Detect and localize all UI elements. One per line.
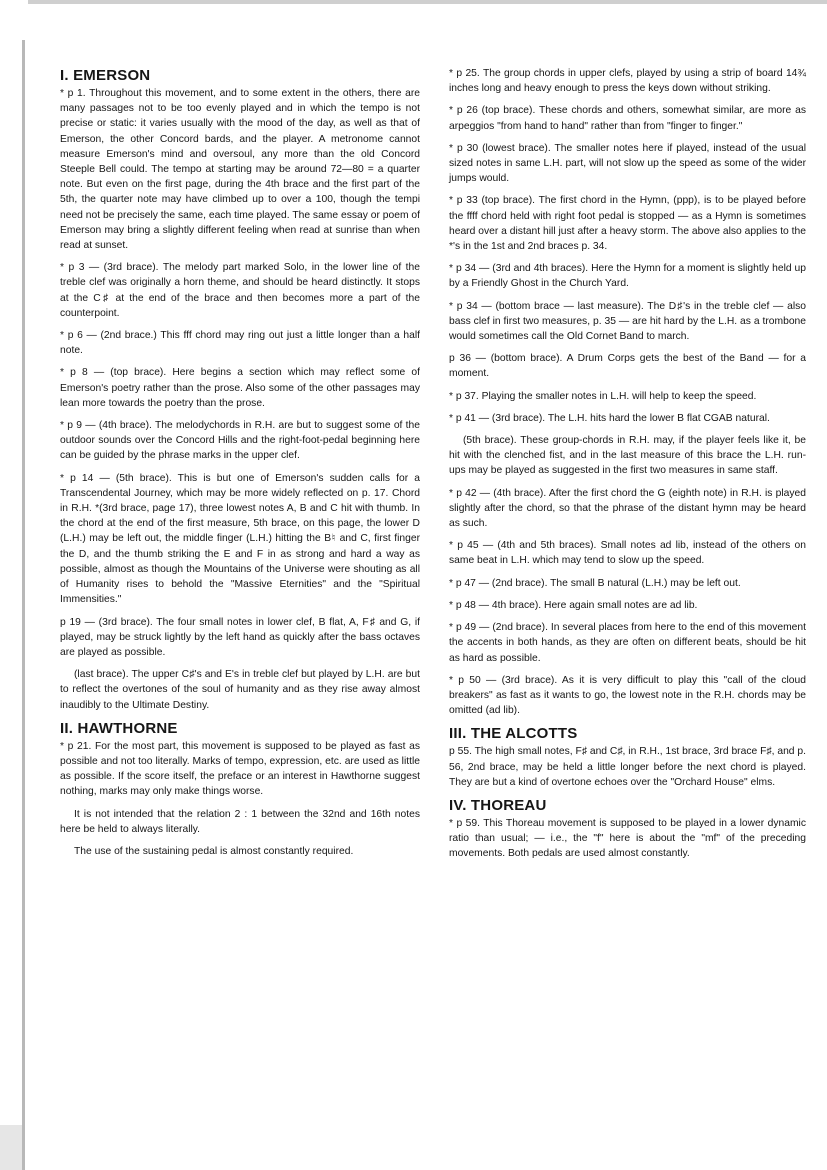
paragraph: * p 26 (top brace). These chords and others, somewhat similar, are more as arpeggios "from hand to hand" rather than from "finger to finger." — [449, 105, 806, 132]
paragraph: The use of the sustaining pedal is almost constantly required. — [74, 845, 354, 857]
paragraph: * p 14 — (5th brace). This is but one of Emerson's sudden calls for a Transcendental Journey, which may be more widely reflected on p. 17. Chord in R.H. *(3rd brace, page 17), three lowest notes A, B and C hit with thumb. In the chord at the end of the first measure, 5th brace, on this page, the lower D (L.H.) may be left out, the middle finger (L.H.) hitting the B♮ and C, first finger the D, and the thumb striking the E and F in as strong and hard a way as possible, almost as though the Mountains of the Universe were shouting as all of Humanity rises to behold the "Massive Eternities" and the "Spiritual Immensities." — [60, 472, 420, 606]
paragraph: * p 59. This Thoreau movement is supposed to be played in a lower dynamic ratio than usual; — i.e., the "f" here is about the "mf" of the preceding movements. Both pedals are used almost constantly. — [449, 817, 806, 860]
paragraph: * p 37. Playing the smaller notes in L.H. will help to keep the speed. — [449, 390, 757, 402]
paragraph: * p 45 — (4th and 5th braces). Small notes ad lib, instead of the others on same beat in L.H. which may tend to slow up the speed. — [449, 540, 806, 567]
page-edge — [28, 0, 827, 4]
paragraph: * p 8 — (top brace). Here begins a section which may reflect some of Emerson's poetry rather than the prose. Also some of the other passages may lean more towards the poetry than the prose. — [60, 367, 420, 409]
paragraph: * p 9 — (4th brace). The melodychords in R.H. are but to suggest some of the outdoor sounds over the Concord Hills and the right-foot-pedal beginning here can be guided by the phrase marks in the upper clef. — [60, 420, 420, 462]
paragraph: * p 21. For the most part, this movement is supposed to be played as fast as possible and not too literally. Marks of tempo, expression, etc. are used as little as possible. If the score itself, the preface or an interest in Hawthorne suggest nothing, marks may only make things worse. — [60, 740, 420, 798]
paragraph: * p 6 — (2nd brace.) This fff chord may ring out just a little longer than a half note. — [60, 330, 420, 357]
section-heading: III. THE ALCOTTS — [449, 725, 578, 743]
paragraph: (last brace). The upper C♯'s and E's in treble clef but played by L.H. are but to reflect the overtones of the soul of humanity and as they rise away almost inaudibly to the Ultimate Destiny. — [60, 669, 420, 711]
paragraph: (5th brace). These group-chords in R.H. may, if the player feels like it, be hit with the clenched fist, and in the last measure of this brace the L.H. run-ups may be played as suggested in the first two measures in same staff. — [449, 435, 806, 477]
paragraph: * p 47 — (2nd brace). The small B natural (L.H.) may be left out. — [449, 577, 741, 589]
paragraph: * p 34 — (3rd and 4th braces). Here the Hymn for a moment is slightly held up by a Friendly Ghost in the Church Yard. — [449, 263, 806, 290]
paragraph: * p 33 (top brace). The first chord in the Hymn, (ppp), is to be played before the ffff chord held with right foot pedal is stopped — as a Hymn is sometimes heard over a distant hill just after a heavy storm. The above also applies to the *'s in the 1st and 2nd braces p. 34. — [449, 195, 806, 253]
paragraph: p 19 — (3rd brace). The four small notes in lower clef, B flat, A, F♯ and G, if played, may be struck lightly by the left hand as quickly after the bass octaves are played as possible. — [60, 616, 420, 658]
right-column — [449, 66, 806, 869]
section-heading: I. EMERSON — [60, 67, 151, 84]
paragraph: * p 25. The group chords in upper clefs, played by using a strip of board 14¾ inches long and heavy enough to press the keys down without striking. — [449, 68, 806, 95]
section-heading: IV. THOREAU — [449, 796, 547, 814]
left-column — [60, 66, 420, 866]
paragraph: It is not intended that the relation 2 : 1 between the 32nd and 16th notes here be held to always literally. — [60, 808, 420, 835]
paragraph: * p 48 — 4th brace). Here again small notes are ad lib. — [449, 599, 698, 611]
paragraph: * p 1. Throughout this movement, and to some extent in the others, there are many passages not to be too evenly played and in which the tempo is not precise or static: it varies usually with the mood of the day, as well as that of Emerson, the other Concord bards, and the player. A metronome cannot measure Emerson's mind and oversoul, any more than the old Concord Steeple Bell could. The tempo at starting may be around 72—80 = a quarter note. But even on the first page, during the 4th brace and the first part of the 5th, the quarter note may have climbed up to over a 100, though the tempi need not be precisely the same, each time played. The same essay or poem of Emerson may bring a slightly different feeling when read at sunrise than when read at sunset. — [60, 88, 420, 252]
paragraph: * p 42 — (4th brace). After the first chord the G (eighth note) in R.H. is played slightly after the chord, so that the phrase of the distant hymn may be heard as such. — [449, 487, 806, 530]
page-edge — [22, 40, 25, 1170]
paragraph: * p 49 — (2nd brace). In several places from here to the end of this movement the accents in both hands, as they are often on different beats, should be hit as hard as possible. — [449, 622, 806, 664]
paragraph: p 36 — (bottom brace). A Drum Corps gets the best of the Band — for a moment. — [449, 353, 806, 380]
paragraph: * p 3 — (3rd brace). The melody part marked Solo, in the lower line of the treble clef was originally a horn theme, and should be heard distinctly. It stops at the C♯ at the end of the brace and then becomes more a part of the counterpoint. — [60, 262, 420, 319]
paragraph: * p 30 (lowest brace). The smaller notes here if played, instead of the usual sized notes in same L.H. part, will not slow up the speed as some of the wider jumps would. — [449, 142, 806, 185]
paragraph: p 55. The high small notes, F♯ and C♯, in R.H., 1st brace, 3rd brace F♯, and p. 56, 2nd brace, may be held a little longer before the next chord is played. They are but a kind of overtone echoes over the "Orchard House" elms. — [449, 746, 806, 788]
paragraph: * p 34 — (bottom brace — last measure). The D♯'s in the treble clef — also bass clef in first two measures, p. 35 — are hit hard by the L.H. as a trombone would sometimes call the Old Cornet Band to march. — [449, 300, 806, 343]
page-edge — [0, 1125, 22, 1170]
paragraph: * p 41 — (3rd brace). The L.H. hits hard the lower B flat CGAB natural. — [449, 412, 770, 424]
paragraph: * p 50 — (3rd brace). As it is very difficult to play this "call of the cloud breakers" as fast as it wants to go, the lowest note in the R.H. chords may be omitted (ad lib). — [449, 674, 806, 717]
section-heading: II. HAWTHORNE — [60, 719, 178, 737]
